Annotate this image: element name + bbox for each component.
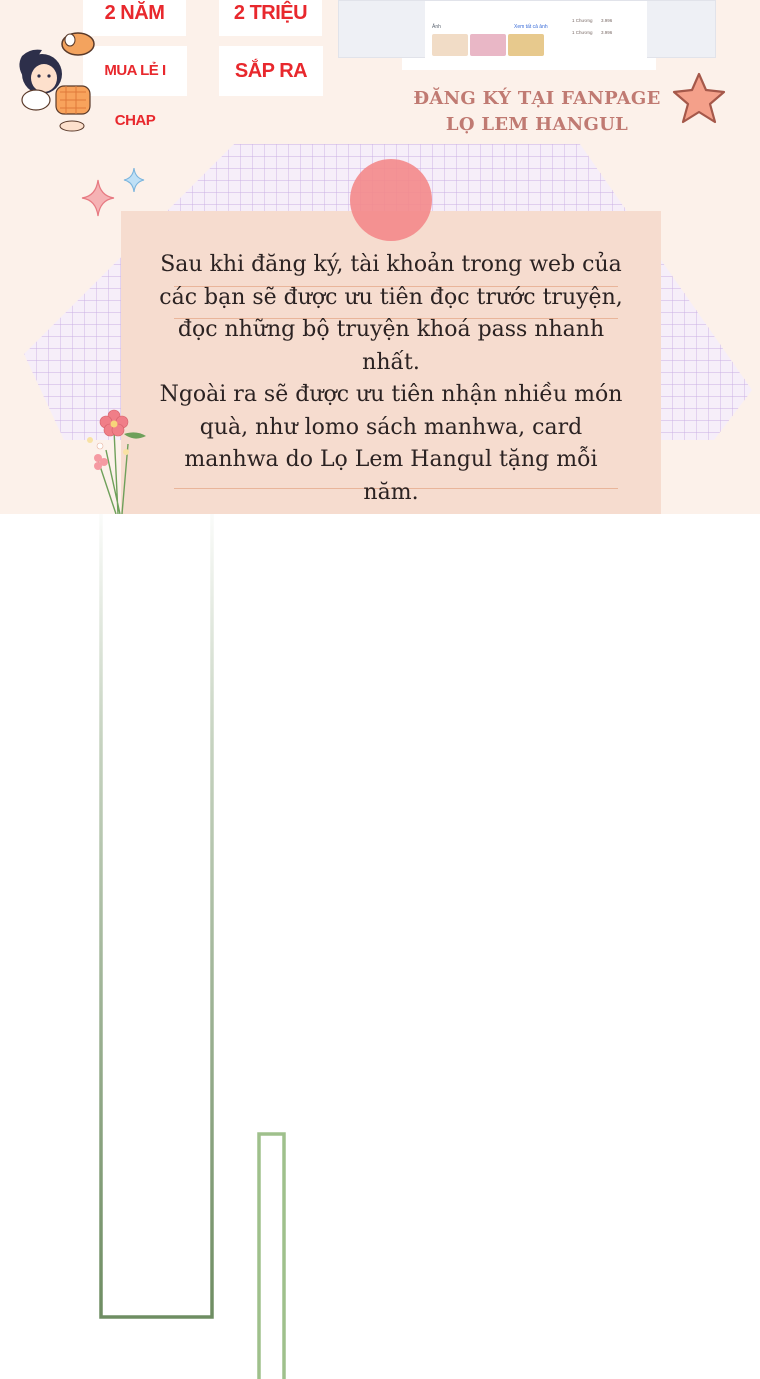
info-line: Sau khi đăng ký, tài khoản trong web của (160, 252, 622, 277)
tag-million: 2 TRIỆU (219, 0, 322, 36)
screenshot-photos-caption: Ảnh (432, 24, 441, 30)
screenshot-shadow (402, 58, 656, 70)
screenshot-cell: 1 Chương (572, 18, 593, 23)
info-line: đọc những bộ truyện khoá pass nhanh (177, 317, 605, 342)
screenshot-thumb (508, 34, 544, 56)
tag-coming-soon: SẮP RA (219, 46, 323, 96)
screenshot-cell: 3.996 (601, 18, 613, 23)
fanpage-heading (392, 86, 682, 138)
fanpage-line-1: ĐĂNG KÝ TẠI FANPAGE (413, 88, 661, 109)
screenshot-cell: 1 Chương (572, 30, 593, 35)
info-line: các bạn sẽ được ưu tiên đọc trước truyện, (159, 284, 623, 310)
tag-buy-chapter: MUA LẺ I CHAP (83, 46, 187, 96)
star-icon (670, 70, 728, 126)
fanpage-line-2: LỌ LEM HANGUL (445, 114, 629, 135)
info-line: manhwa do Lọ Lem Hangul tặng mỗi (184, 447, 598, 472)
decorative-frames (0, 514, 760, 1379)
info-line: năm. (363, 479, 419, 505)
decorative-circle (350, 159, 432, 241)
mascot-girl-icon (12, 26, 100, 138)
promo-banner (0, 0, 760, 514)
screenshot-cell: 3.996 (601, 30, 613, 35)
info-line: nhất. (362, 349, 420, 375)
info-card-text (126, 249, 656, 509)
screenshot-photos-link: Xem tất cả ảnh (514, 24, 548, 30)
tag-years: 2 NĂM (83, 0, 186, 36)
info-line: Ngoài ra sẽ được ưu tiên nhận nhiều món (159, 382, 623, 407)
screenshot-thumb (432, 34, 468, 56)
flower-bouquet-icon (76, 400, 156, 514)
info-line: quà, như lomo sách manhwa, card (199, 414, 583, 440)
screenshot-thumb (470, 34, 506, 56)
